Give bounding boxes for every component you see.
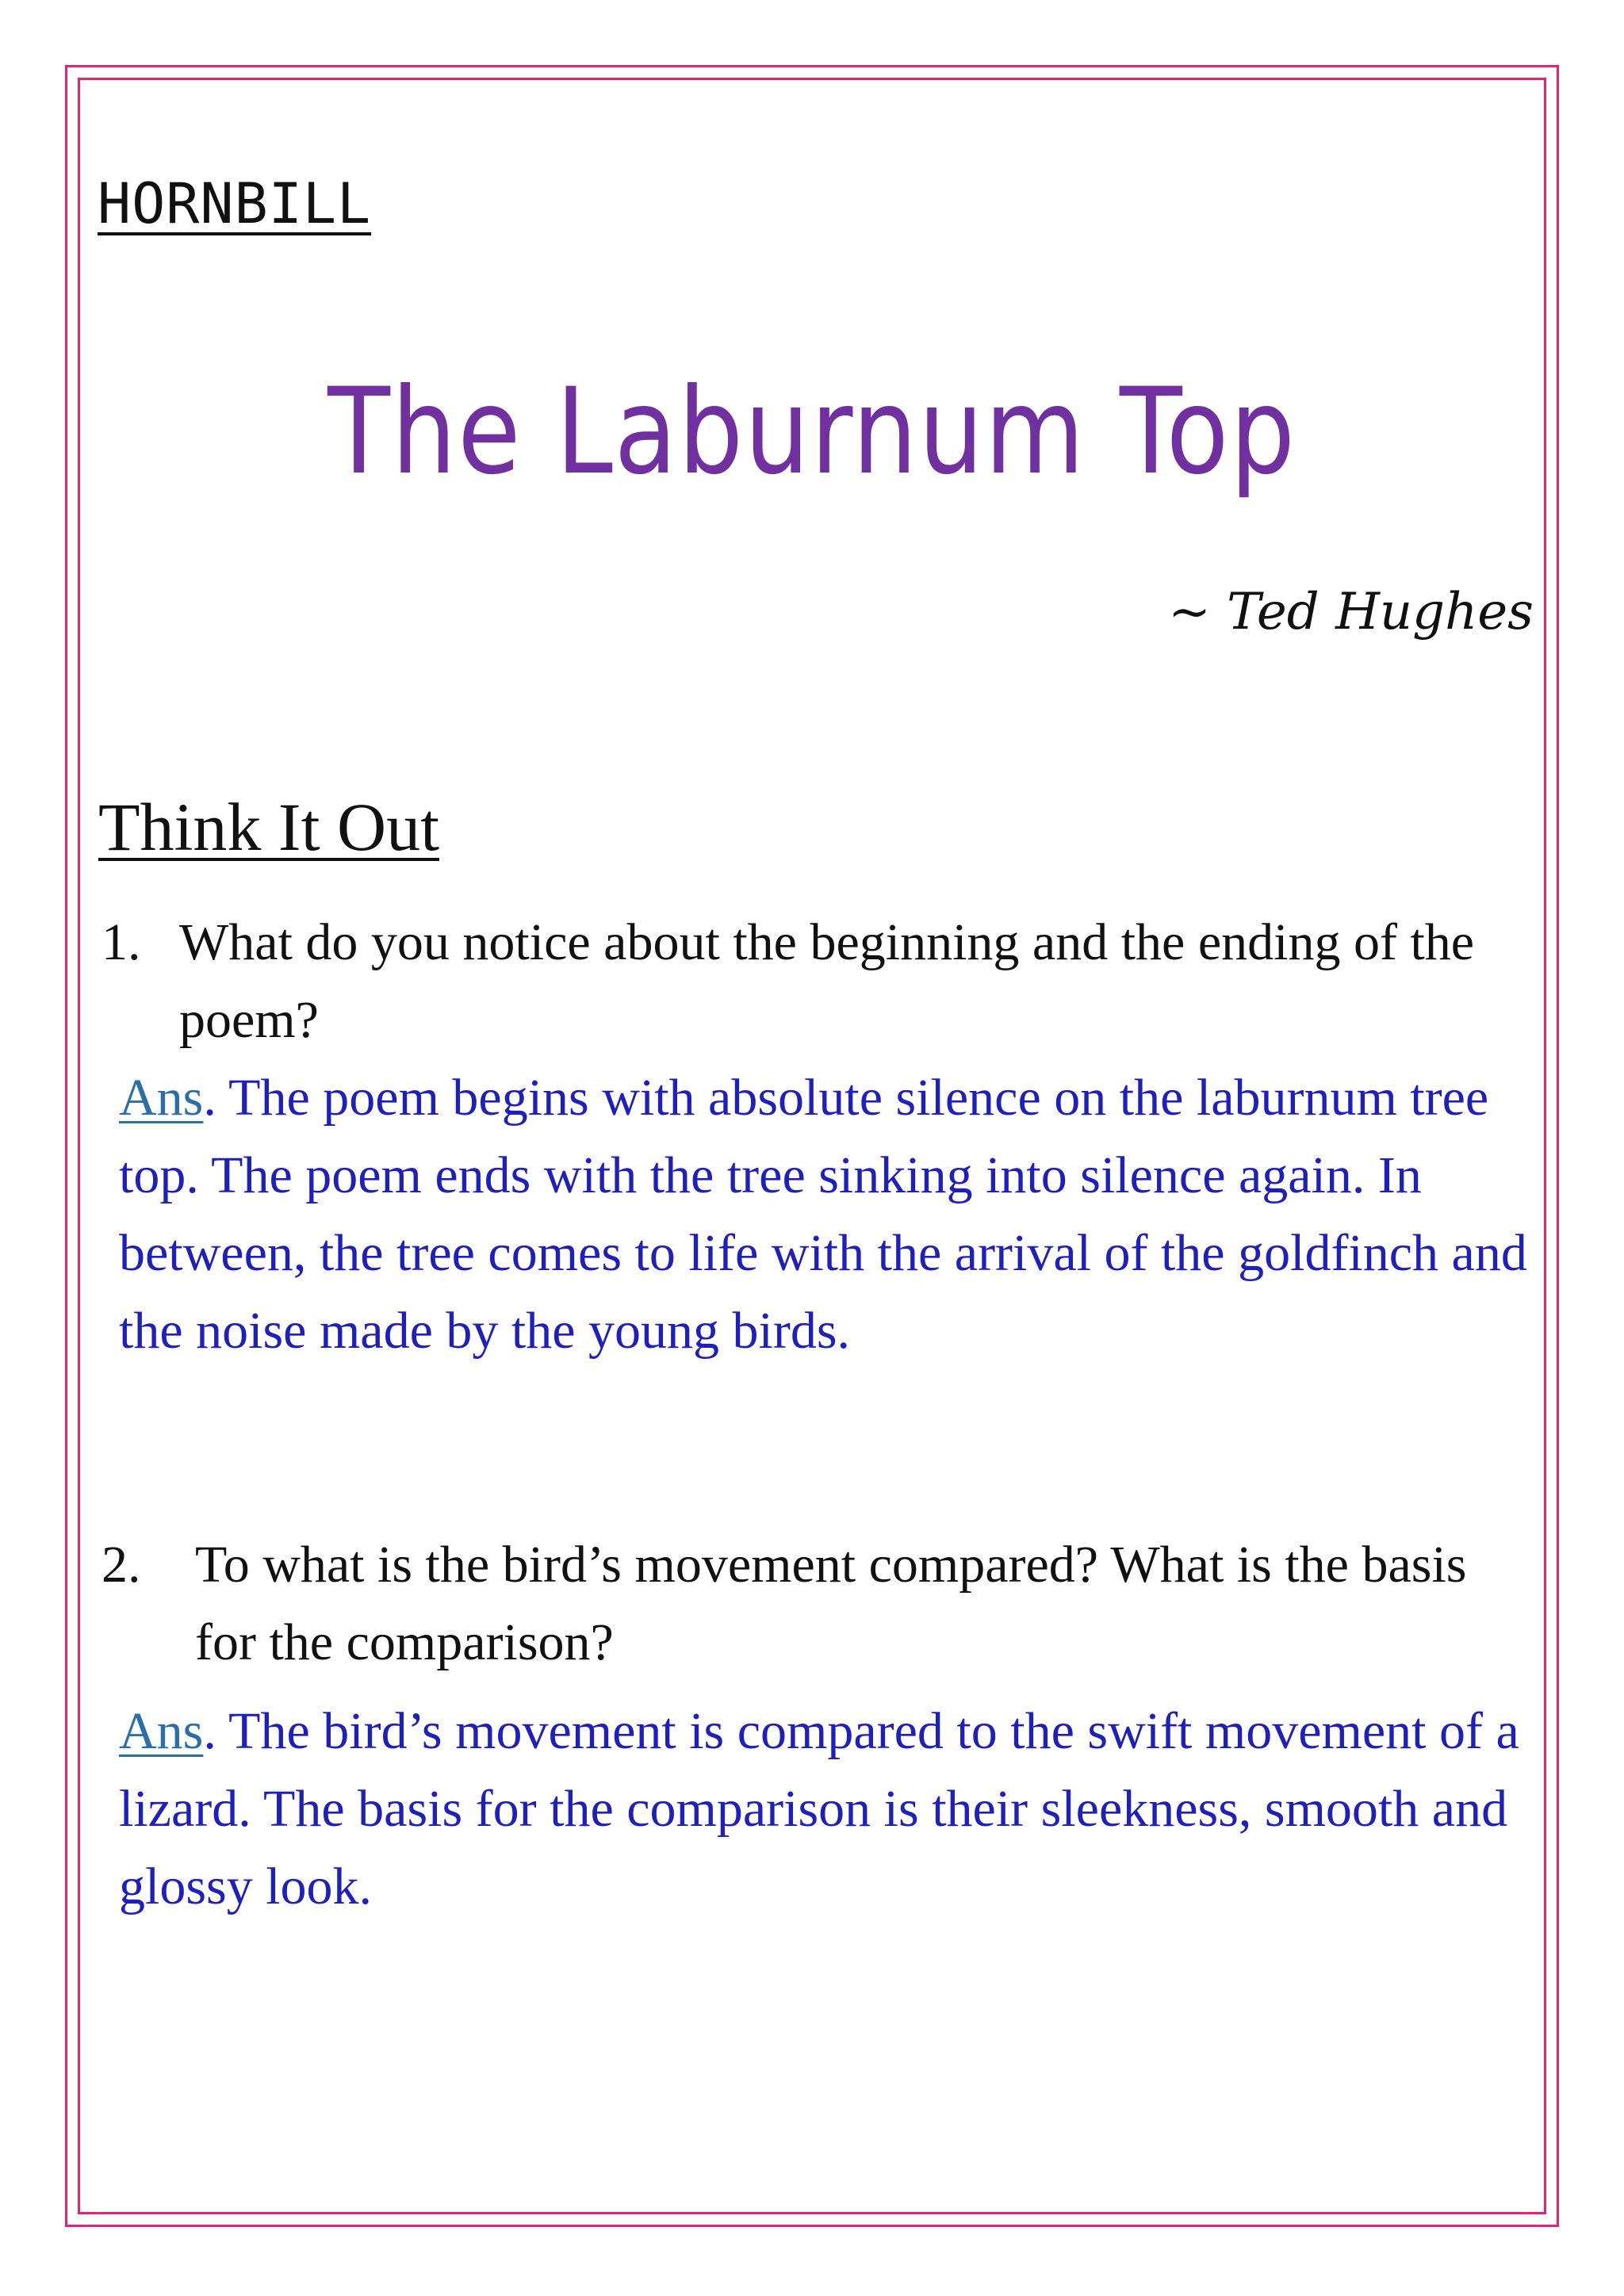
question-number: 2.: [102, 1536, 141, 1594]
answer-2: [119, 1693, 1530, 1926]
question-2: [102, 1526, 1513, 1682]
answer-text: . The bird’s movement is compared to the swift movement of a lizard. The basis for the comparison is their sleekness, smooth and glossy look.: [119, 1702, 1519, 1915]
answer-1: [119, 1059, 1530, 1370]
answer-label: Ans: [119, 1069, 204, 1127]
section-title: Think It Out: [98, 789, 439, 865]
book-name: HORNBILL: [98, 171, 372, 236]
question-text: What do you notice about the beginning and the ending of the poem?: [179, 913, 1475, 1049]
answer-label: Ans: [119, 1702, 204, 1760]
question-text: To what is the bird’s movement compared? What is the basis for the comparison?: [195, 1536, 1467, 1671]
question-number: 1.: [102, 913, 141, 971]
poem-title: The Laburnum Top: [327, 363, 1297, 501]
question-1: [102, 904, 1513, 1059]
poet-name: ~ Ted Hughes: [1168, 583, 1534, 641]
answer-text: . The poem begins with absolute silence on the laburnum tree top. The poem ends with the tree sinking into silence again. In between, the tree comes to life with the arrival of the goldfinch and the noise made by the young birds.: [119, 1069, 1527, 1360]
